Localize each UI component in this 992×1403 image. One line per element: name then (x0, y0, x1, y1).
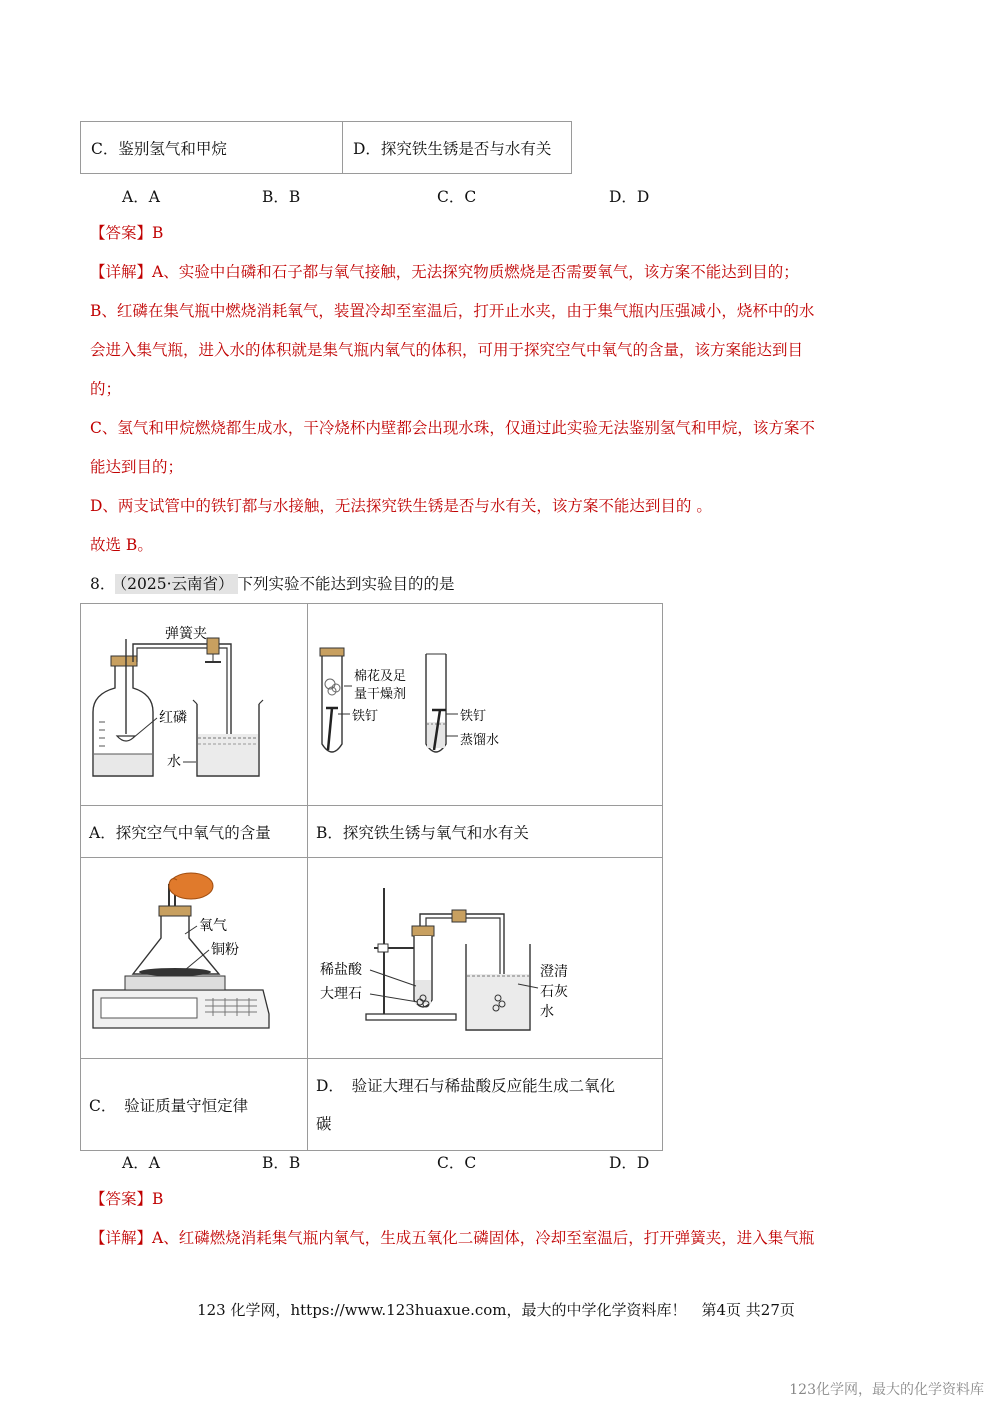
label-red-phosphorus: 红磷 (159, 710, 187, 726)
watermark-text: 123化学网，最大的化学资料库 (789, 1382, 984, 1398)
table-cell-d (343, 122, 572, 174)
answer-line-1 (90, 223, 163, 243)
detail-line-4: 的； (90, 380, 122, 398)
caption-cell-c (81, 1059, 308, 1151)
caption-a: A．探究空气中氧气的含量 (89, 823, 271, 842)
table-cell-c (81, 122, 343, 174)
label-cotton-line-2: 量干燥剂 (354, 687, 407, 702)
options-row-1 (0, 185, 992, 205)
option-c: C．C (437, 1154, 477, 1172)
detail-line-7: D、两支试管中的铁钉都与水接触，无法探究铁生锈是否与水有关，该方案不能达到目的 。 (90, 497, 712, 515)
detail-line-6: 能达到目的； (90, 458, 184, 476)
label-spring-clamp: 弹簧夹 (165, 626, 207, 642)
question-8-table (80, 603, 663, 1151)
caption-c: C． 验证质量守恒定律 (89, 1096, 249, 1115)
top-options-table (80, 121, 572, 174)
mass-conservation-figure (81, 858, 307, 1054)
question-source-tag: （2025·云南省） (115, 574, 237, 594)
answer-tag: 【答案】 (90, 224, 153, 242)
answer-value: B (152, 224, 164, 242)
question-text: 下列实验不能达到实验目的的是 (237, 575, 455, 593)
label-limewater-3: 水 (540, 1004, 554, 1020)
detail-line-3: 会进入集气瓶，进入水的体积就是集气瓶内氧气的体积，可用于探究空气中氧气的含量，该方案能达到目 (90, 341, 804, 359)
cell-d-text: D．探究铁生锈是否与水有关 (353, 139, 552, 158)
option-a: A．A (122, 188, 160, 206)
air-oxygen-apparatus-figure (81, 604, 307, 801)
option-d: D．D (609, 1154, 650, 1172)
label-oxygen: 氧气 (199, 918, 227, 934)
page-footer: 123 化学网，https://www.123huaxue.com，最大的中学化学资料库！ 第4页 共27页 (197, 1301, 795, 1319)
caption-cell-d (308, 1059, 663, 1151)
options-row-2 (0, 1151, 992, 1171)
option-d: D．D (609, 188, 650, 206)
cell-c-text: C．鉴别氢气和甲烷 (91, 139, 227, 158)
caption-b: B．探究铁生锈与氧气和水有关 (316, 823, 529, 842)
iron-rust-apparatus-figure (308, 604, 662, 801)
label-dilute-hcl: 稀盐酸 (320, 962, 362, 978)
label-limewater-2: 石灰 (540, 984, 568, 1000)
figure-cell-d (308, 858, 663, 1059)
option-c: C．C (437, 188, 477, 206)
option-b: B．B (262, 188, 301, 206)
detail-tag: 【详解】 (90, 263, 153, 281)
caption-d-line-2: 碳 (316, 1114, 332, 1133)
label-copper-powder: 铜粉 (211, 942, 239, 958)
answer-value: B (152, 1190, 164, 1208)
label-distilled-water: 蒸馏水 (460, 733, 500, 748)
detail-tag: 【详解】 (90, 1229, 153, 1247)
detail-line-8: 故选 B。 (90, 536, 153, 554)
detail-line-1 (90, 262, 799, 282)
answer-tag: 【答案】 (90, 1190, 153, 1208)
detail-line-2: B、红磷在集气瓶中燃烧消耗氧气，装置冷却至室温后，打开止水夹，由于集气瓶内压强减小，烧杯中的水 (90, 302, 815, 320)
figure-cell-c (81, 858, 308, 1059)
label-iron-nail-1: 铁钉 (352, 709, 379, 724)
caption-d-line-1: D． 验证大理石与稀盐酸反应能生成二氧化 (316, 1076, 616, 1095)
figure-cell-b (308, 604, 663, 806)
label-marble: 大理石 (320, 986, 362, 1002)
figure-cell-a (81, 604, 308, 806)
label-limewater-1: 澄清 (540, 964, 568, 980)
caption-cell-b (308, 806, 663, 858)
label-cotton-line-1: 棉花及足 (354, 669, 407, 684)
detail-text: A、红磷燃烧消耗集气瓶内氧气，生成五氧化二磷固体，冷却至室温后，打开弹簧夹，进入集气瓶 (152, 1229, 815, 1247)
detail-2-line-1 (90, 1228, 814, 1248)
detail-line-5: C、氢气和甲烷燃烧都生成水，干冷烧杯内壁都会出现水珠，仅通过此实验无法鉴别氢气和甲烷，该方案不 (90, 419, 815, 437)
co2-apparatus-figure (308, 858, 662, 1054)
option-a: A．A (122, 1154, 160, 1172)
label-iron-nail-2: 铁钉 (460, 709, 487, 724)
label-water: 水 (167, 754, 181, 770)
caption-cell-a (81, 806, 308, 858)
detail-text: A、实验中白磷和石子都与氧气接触，无法探究物质燃烧是否需要氧气，该方案不能达到目的； (152, 263, 799, 281)
answer-line-2 (90, 1189, 163, 1209)
option-b: B．B (262, 1154, 301, 1172)
question-number: 8． (90, 575, 116, 593)
question-8-stem (90, 574, 455, 594)
